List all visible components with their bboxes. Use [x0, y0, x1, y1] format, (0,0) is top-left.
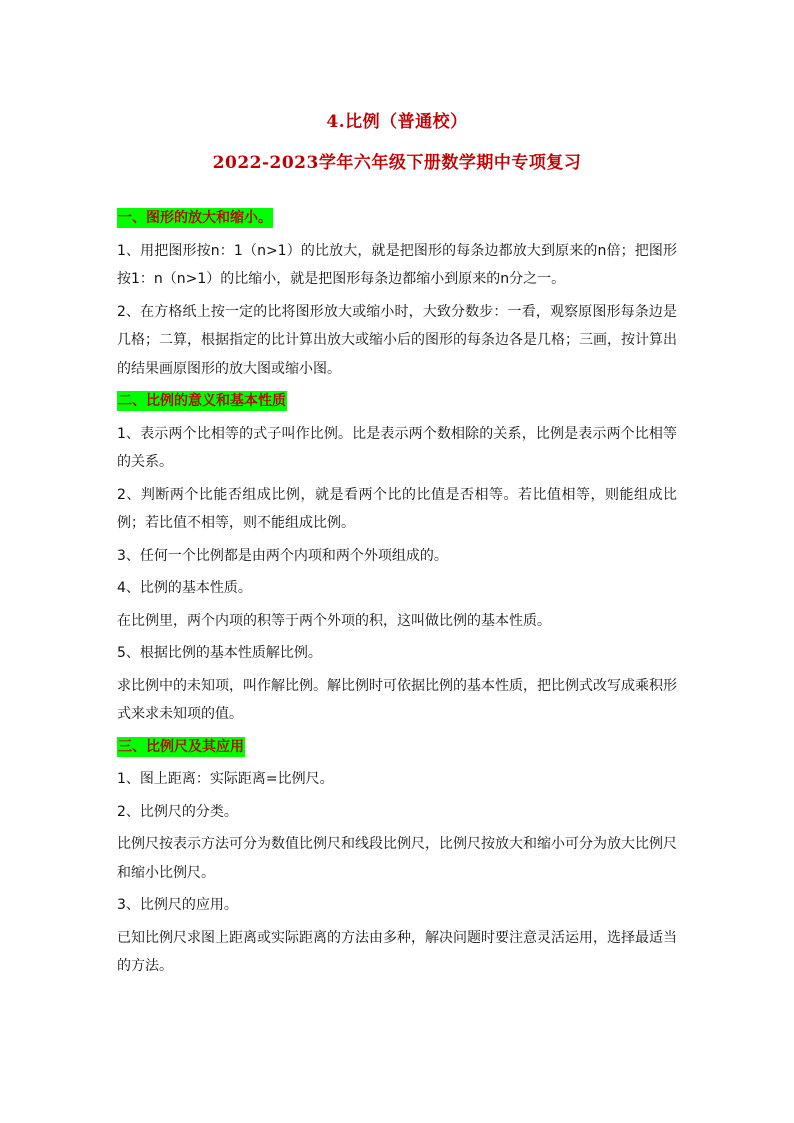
section-heading-text: 一、图形的放大和缩小。 [118, 210, 272, 226]
paragraph: 3、任何一个比例都是由两个内项和两个外项组成的。 [117, 547, 448, 564]
document-body [117, 204, 677, 985]
section-heading [117, 204, 677, 233]
paragraph: 比例尺按表示方法可分为数值比例尺和线段比例尺，比例尺按放大和缩小可分为放大比例尺和缩小比例尺。 [117, 836, 677, 881]
document-title: 4.比例（普通校） [326, 112, 468, 132]
paragraph: 4、比例的基本性质。 [117, 580, 252, 596]
paragraph: 5、根据比例的基本性质解比例。 [117, 645, 322, 661]
paragraph: 2、比例尺的分类。 [117, 803, 238, 820]
paragraph: 在比例里，两个内项的积等于两个外项的积，这叫做比例的基本性质。 [117, 612, 551, 629]
section-heading [117, 733, 677, 762]
paragraph: 3、比例尺的应用。 [117, 897, 238, 913]
paragraph: 2、在方格纸上按一定的比将图形放大或缩小时，大致分数步：一看，观察原图形每条边是几格；二算，根据指定的比计算出放大或缩小后的图形的每条边各是几格；三画，按计算出的结果画原图形的放大图或缩小图。 [117, 303, 677, 377]
section-heading [117, 387, 677, 416]
paragraph: 2、判断两个比能否组成比例，就是看两个比的比值是否相等。若比值相等，则能组成比例；若比值不相等，则不能组成比例。 [117, 486, 677, 531]
paragraph: 求比例中的未知项，叫作解比例。解比例时可依据比例的基本性质，把比例式改写成乘积形式来求未知项的值。 [117, 677, 677, 722]
paragraph: 1、图上距离：实际距离=比例尺。 [117, 771, 334, 787]
paragraph: 1、表示两个比相等的式子叫作比例。比是表示两个数相除的关系，比例是表示两个比相等的关系。 [117, 425, 677, 470]
section-heading-text: 三、比例尺及其应用 [118, 738, 244, 755]
section-heading-text: 二、比例的意义和基本性质 [118, 393, 286, 409]
paragraph: 已知比例尺求图上距离或实际距离的方法由多种，解决问题时要注意灵活运用，选择最适当的方法。 [117, 929, 677, 974]
paragraph: 1、用把图形按n：1（n>1）的比放大，就是把图形的每条边都放大到原来的n倍；把图形按1：n（n>1）的比缩小，就是把图形每条边都缩小到原来的n分之一。 [117, 242, 677, 287]
document-subtitle: 2022-2023学年六年级下册数学期中专项复习 [212, 153, 582, 173]
